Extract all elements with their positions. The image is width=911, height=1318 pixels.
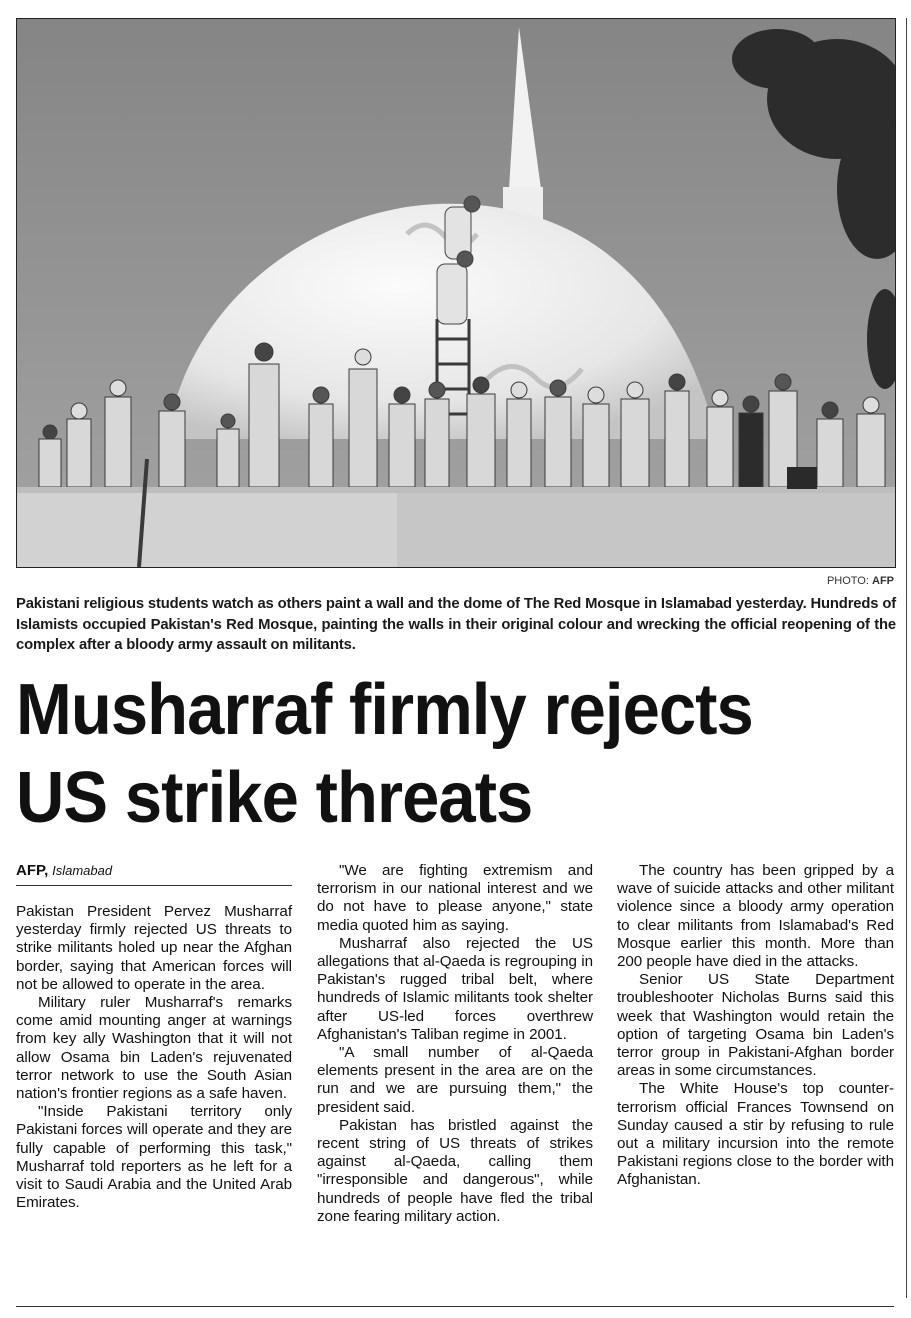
- article-column-1: [16, 903, 292, 1212]
- headline-line-1: Musharraf firmly rejects: [16, 670, 753, 750]
- byline-agency: AFP,: [16, 862, 49, 879]
- byline-rule: [16, 885, 292, 886]
- paragraph: The White House's top counter-terrorism official Frances Townsend on Sunday caused a stir by refusing to rule out a military incursion into the remote Pakistani regions close to the border with Afghanistan.: [617, 1080, 894, 1189]
- paragraph: Pakistan President Pervez Musharraf yesterday firmly rejected US threats to strike militants holed up near the Afghan border, saying that American forces will not be allowed to operate in the area.: [16, 903, 292, 993]
- byline-place: Islamabad: [52, 863, 113, 878]
- paragraph: "We are fighting extremism and terrorism in our national interest and we do not have to please anyone," state media quoted him as saying.: [317, 862, 593, 934]
- paragraph: Senior US State Department troubleshooter Nicholas Burns said this week that Washington would retain the option of targeting Osama bin Laden's terror group in Pakistani-Afghan border areas in some circumstances.: [617, 971, 894, 1080]
- photo-credit-label: PHOTO:: [826, 575, 869, 587]
- paragraph: "A small number of al-Qaeda elements present in the area are on the run and we are pursuing them," the president said.: [317, 1044, 593, 1116]
- photo-credit: [827, 575, 894, 587]
- column-rule-right: [906, 18, 907, 1298]
- headline-line-2: US strike threats: [16, 758, 533, 838]
- article-column-2: [317, 862, 593, 1226]
- paragraph: Pakistan has bristled against the recent string of US threats of strikes against al-Qaeda, calling them "irresponsible and dangerous", while hundreds of people have fled the tribal zone fearing military action.: [317, 1116, 593, 1225]
- headline: [16, 666, 844, 842]
- news-photo: [16, 18, 896, 568]
- bottom-rule: [16, 1306, 894, 1307]
- photo-credit-source: AFP: [872, 575, 894, 587]
- paragraph: Musharraf also rejected the US allegations that al-Qaeda is regrouping in Pakistan's rugged tribal belt, where hundreds of Islamic militants took shelter after US-led forces overthrew Afghanistan's Taliban regime in 2001.: [317, 934, 593, 1043]
- paragraph: The country has been gripped by a wave of suicide attacks and other militant violence since a bloody army operation to clear militants from Islamabad's Red Mosque earlier this month. More than 200 people have died in the attacks.: [617, 862, 894, 971]
- paragraph: Military ruler Musharraf's remarks come amid mounting anger at warnings from key ally Washington that it will not allow Osama bin Laden's rejuvenated terror network to use the South Asian nation's frontier regions as a safe haven.: [16, 994, 292, 1103]
- photo-caption: Pakistani religious students watch as others paint a wall and the dome of The Red Mosque in Islamabad yesterday. Hundreds of Islamists occupied Pakistan's Red Mosque, painting the walls in their original colour and wrecking the official reopening of the complex after a bloody army assault on militants.: [16, 596, 896, 653]
- paragraph: "Inside Pakistani territory only Pakistani forces will operate and they are fully capable of performing this task," Musharraf told reporters as he left for a visit to Saudi Arabia and the United Arab Emirates.: [16, 1103, 292, 1212]
- byline: [16, 862, 112, 879]
- article-column-3: [617, 862, 894, 1190]
